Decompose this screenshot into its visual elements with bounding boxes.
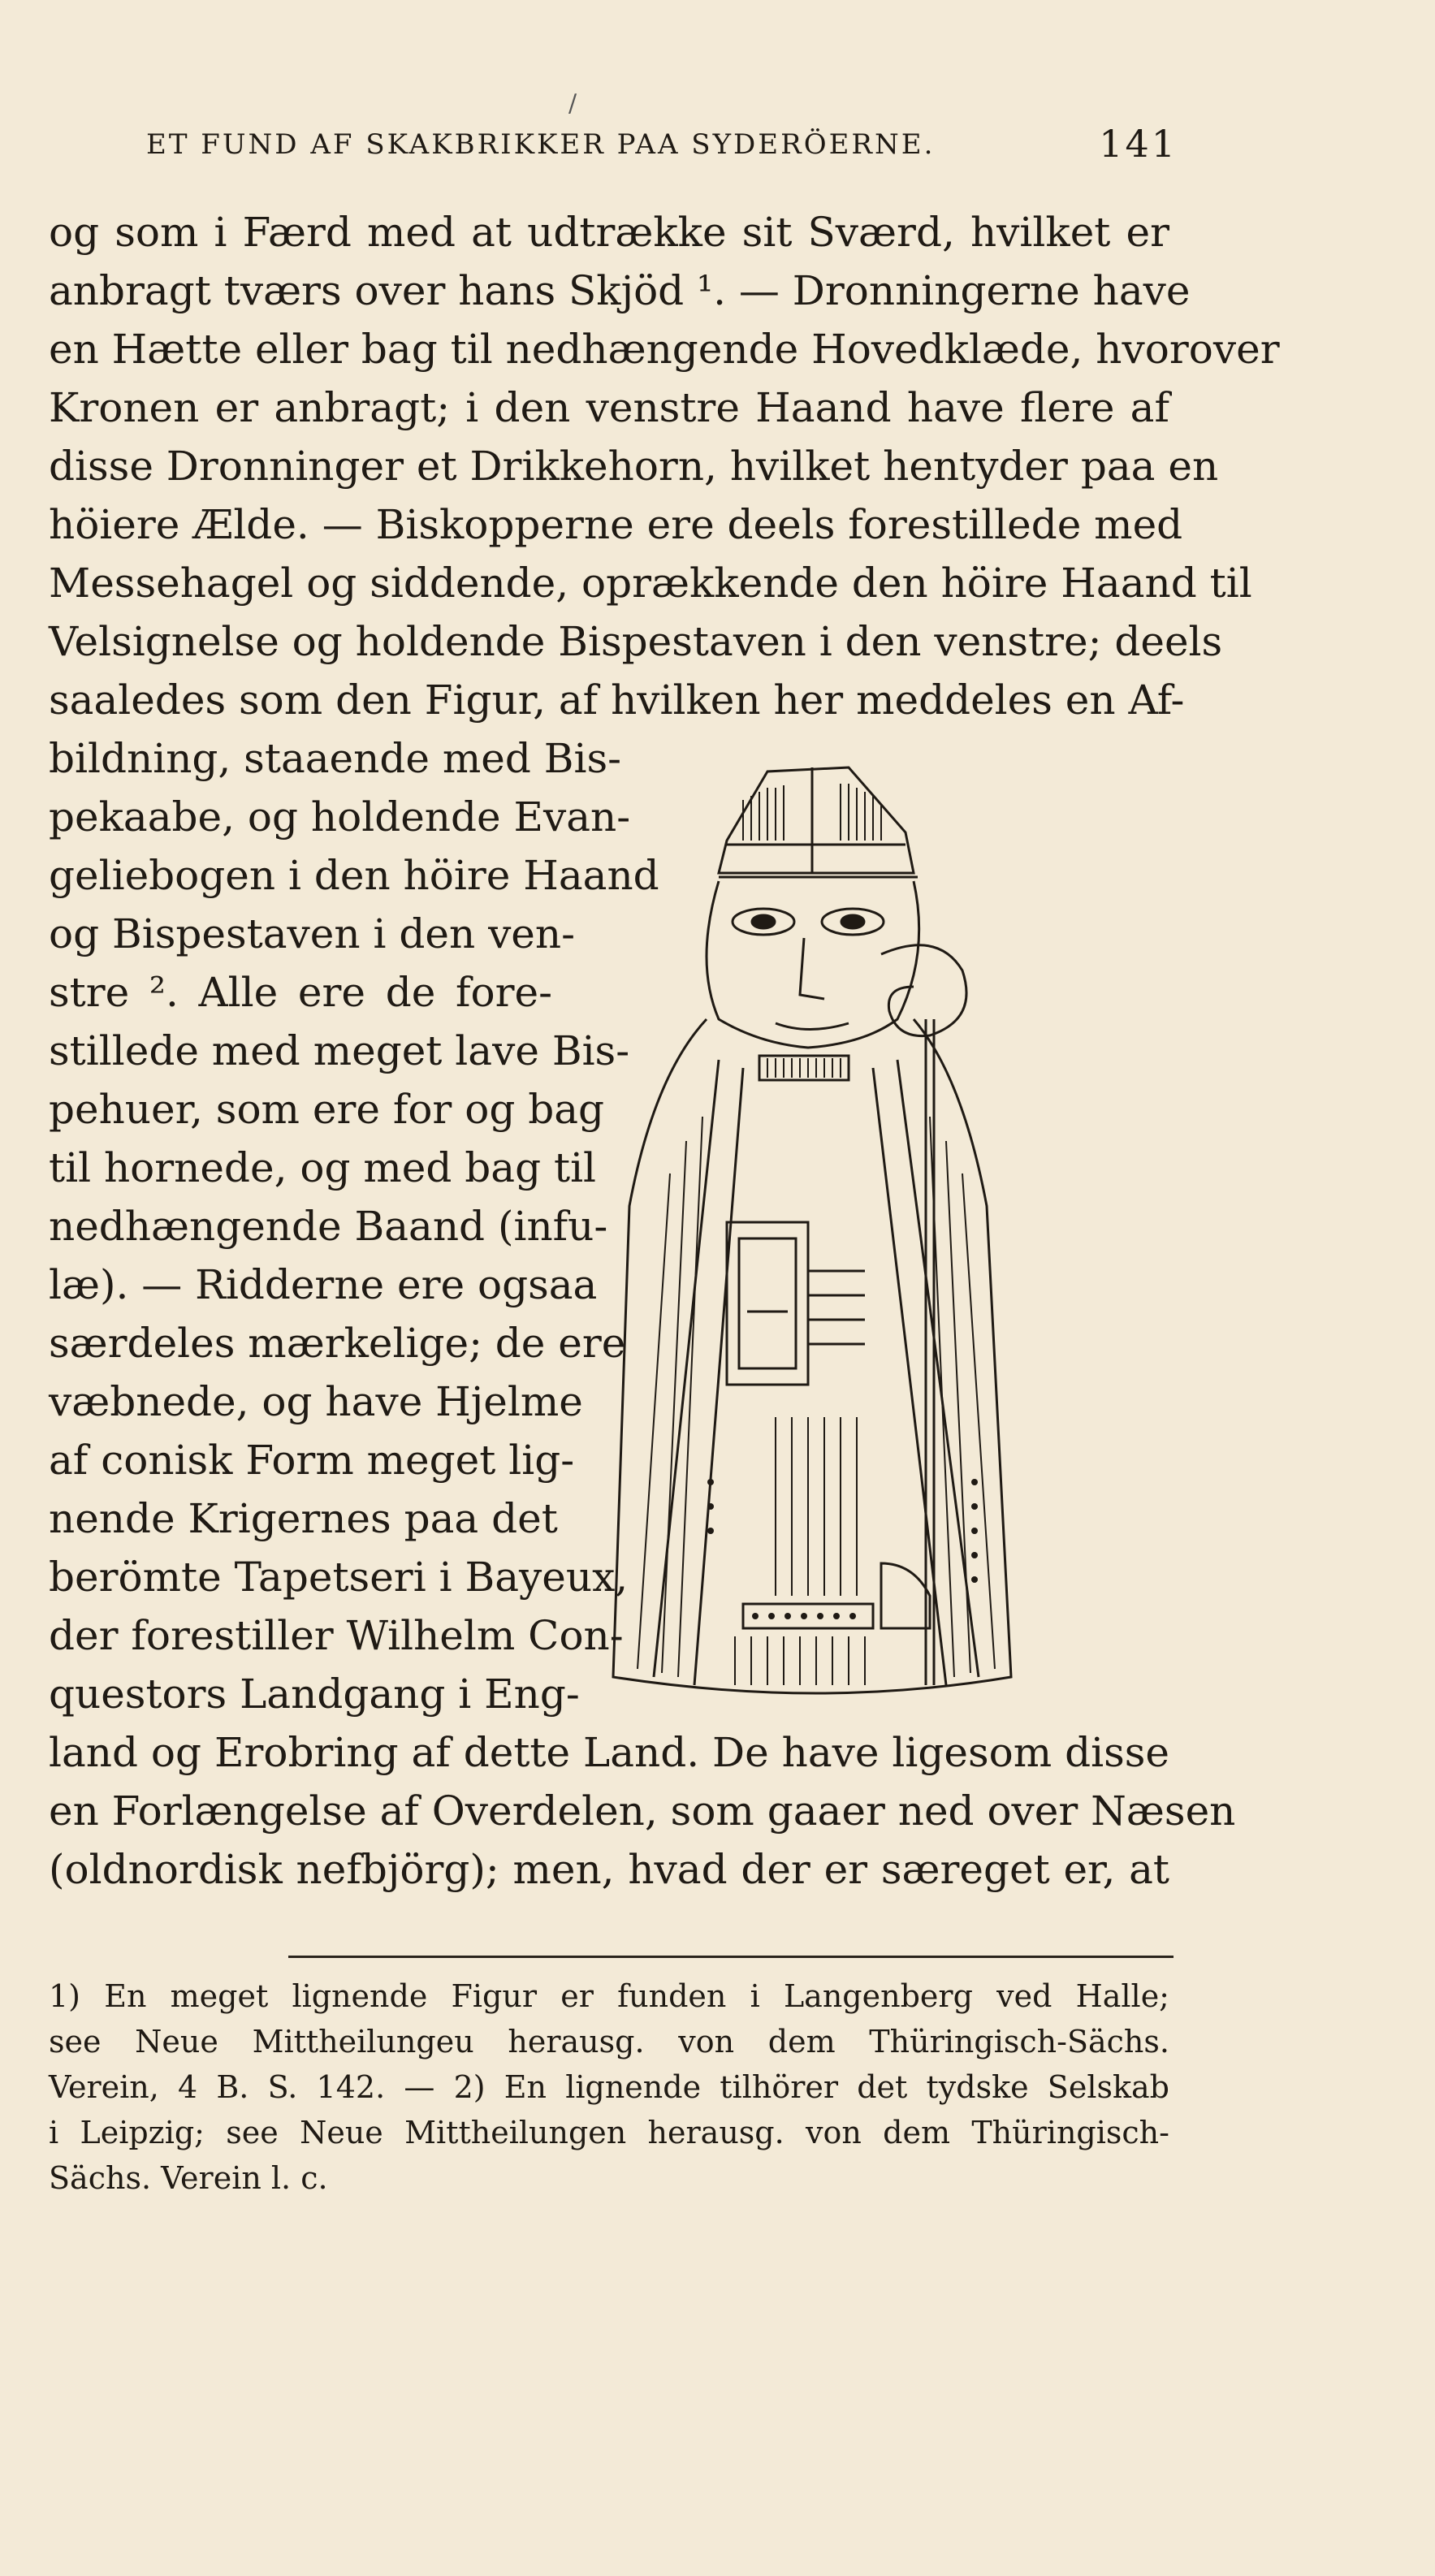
bishop-engraving-svg <box>605 751 1027 1701</box>
bishop-chess-piece-illustration <box>605 751 1027 1701</box>
footnote-line: Sächs. Verein l. c. <box>49 2160 328 2196</box>
body-line: (oldnordisk nefbjörg); men, hvad der er særeget er, at <box>49 1846 1169 1893</box>
body-line: Velsignelse og holdende Bispestaven i den venstre; deels <box>49 618 1223 665</box>
body-line: höiere Ælde. — Biskopperne ere deels forestillede med <box>49 501 1183 548</box>
running-header <box>146 89 1178 179</box>
footnote-line: see Neue Mittheilungeu herausg. von dem Thüringisch-Sächs. <box>49 2024 1169 2060</box>
pencil-mark: / <box>568 89 580 118</box>
header-title: ET FUND AF SKAKBRIKKER PAA SYDERÖERNE. <box>146 128 936 161</box>
body-line: en Hætte eller bag til nedhængende Hovedklæde, hvorover <box>49 326 1280 373</box>
wrap-line: af conisk Form meget lig- <box>49 1437 575 1484</box>
body-line: disse Dronninger et Drikkehorn, hvilket hentyder paa en <box>49 443 1219 490</box>
footnote-line: i Leipzig; see Neue Mittheilungen herausg. von dem Thüringisch- <box>49 2115 1169 2150</box>
page-number: 141 <box>1099 122 1178 166</box>
wrap-line: geliebogen i den höire Haand <box>49 852 659 899</box>
wrap-line: stre ². Alle ere de fore- <box>49 969 552 1016</box>
wrap-line: bildning, staaende med Bis- <box>49 735 622 782</box>
wrap-line: og Bispestaven i den ven- <box>49 910 575 957</box>
wrap-line: berömte Tapetseri i Bayeux, <box>49 1554 629 1601</box>
wrap-line: stillede med meget lave Bis- <box>49 1027 630 1074</box>
footnote-rule <box>288 1956 1174 1958</box>
body-line: Messehagel og siddende, oprækkende den höire Haand til <box>49 560 1252 607</box>
footnote-line: 1) En meget lignende Figur er funden i Langenberg ved Halle; <box>49 1978 1169 2014</box>
wrap-line: til hornede, og med bag til <box>49 1144 597 1191</box>
body-line: anbragt tværs over hans Skjöd ¹. — Dronningerne have <box>49 267 1191 314</box>
wrap-line: pehuer, som ere for og bag <box>49 1086 605 1133</box>
body-line: land og Erobring af dette Land. De have ligesom disse <box>49 1729 1169 1776</box>
wrap-line: særdeles mærkelige; de ere <box>49 1320 626 1367</box>
wrap-line: nende Krigernes paa det <box>49 1495 558 1542</box>
body-line: en Forlængelse af Overdelen, som gaaer ned over Næsen <box>49 1787 1236 1835</box>
wrap-line: questors Landgang i Eng- <box>49 1671 580 1718</box>
body-line: saaledes som den Figur, af hvilken her meddeles en Af- <box>49 676 1185 724</box>
body-line: Kronen er anbragt; i den venstre Haand have flere af <box>49 384 1169 431</box>
wrap-line: pekaabe, og holdende Evan- <box>49 793 631 841</box>
wrap-line: der forestiller Wilhelm Con- <box>49 1612 624 1659</box>
footnote-line: Verein, 4 B. S. 142. — 2) En lignende tilhörer det tydske Selskab <box>49 2069 1169 2105</box>
wrap-line: væbnede, og have Hjelme <box>49 1378 583 1425</box>
wrap-line: nedhængende Baand (infu- <box>49 1203 608 1250</box>
body-line: og som i Færd med at udtrække sit Sværd, hvilket er <box>49 209 1169 256</box>
wrap-line: læ). — Ridderne ere ogsaa <box>49 1261 598 1308</box>
